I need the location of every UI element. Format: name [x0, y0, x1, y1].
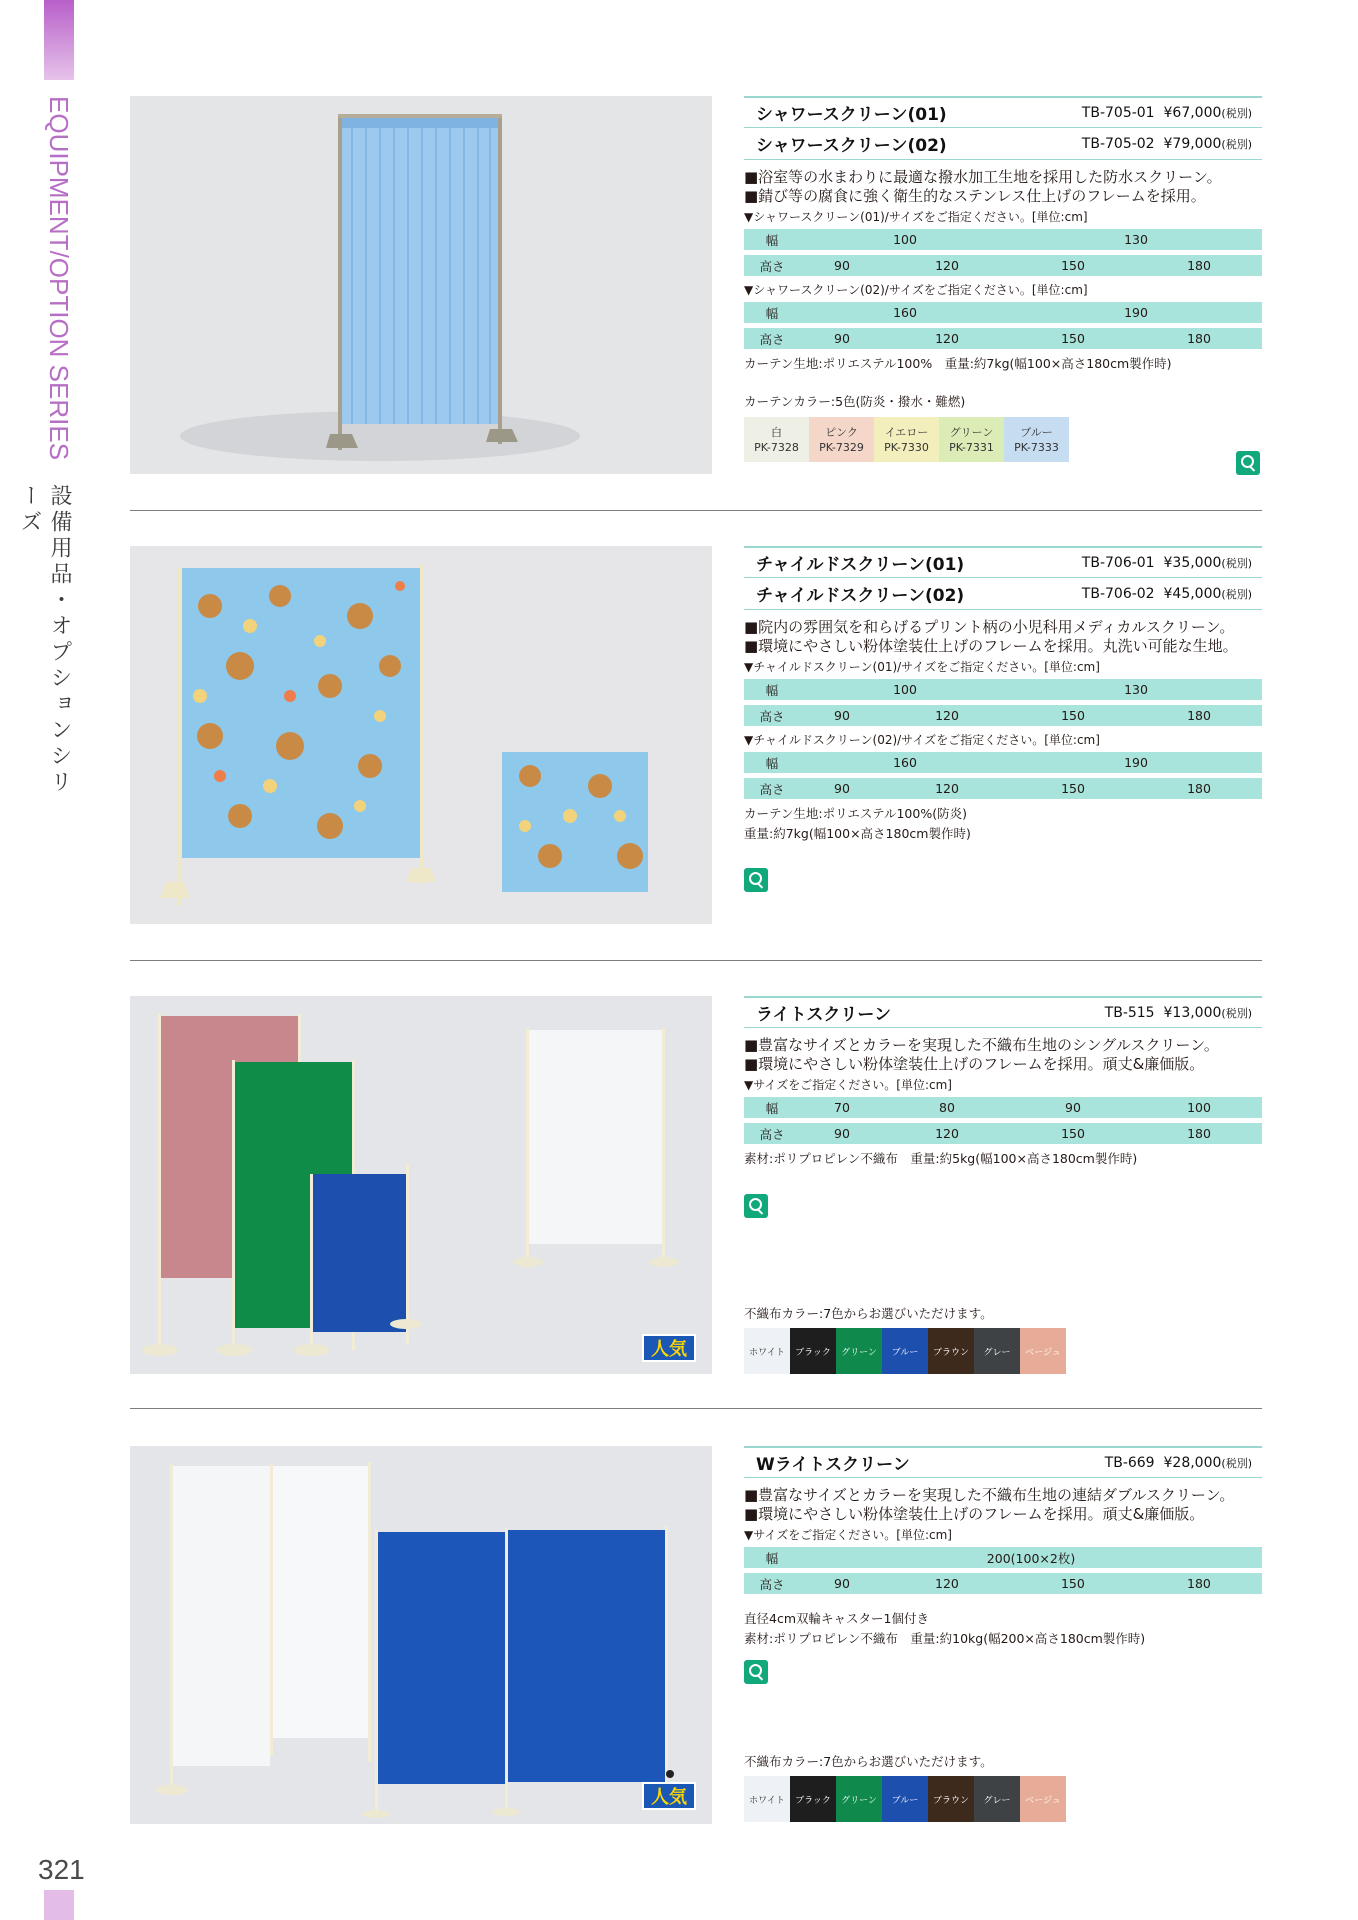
product-title-row — [744, 578, 1262, 610]
size-note: ▼サイズをご指定ください。[単位:cm] — [744, 1078, 952, 1092]
search-icon[interactable] — [744, 1660, 768, 1684]
product-code-price: TB-706-02 ¥45,000(税別) — [1081, 585, 1252, 602]
product-title-row — [744, 128, 1262, 160]
product-title-row — [744, 546, 1262, 578]
product-code-price: TB-669 ¥28,000(税別) — [1104, 1454, 1252, 1471]
product-name: シャワースクリーン(01) — [756, 105, 947, 125]
size-note: ▼シャワースクリーン(01)/サイズをご指定ください。[単位:cm] — [744, 210, 1088, 224]
child-screen-photo — [130, 546, 712, 924]
color-swatch: ホワイト — [744, 1328, 790, 1374]
light-screen-info — [744, 996, 1262, 1169]
w-light-screen-photo — [130, 1446, 712, 1824]
product-spec: 直径4cm双輪キャスター1個付き — [744, 1611, 929, 1626]
color-swatch: ブルー PK-7333 — [1004, 417, 1069, 462]
search-icon[interactable] — [744, 868, 768, 892]
product-spec: 素材:ポリプロピレン不織布 重量:約5kg(幅100×高さ180cm製作時) — [744, 1151, 1138, 1166]
color-swatch: ブルー — [882, 1776, 928, 1822]
size-note: ▼シャワースクリーン(02)/サイズをご指定ください。[単位:cm] — [744, 283, 1088, 297]
size-table: 幅 160 190 高さ 90 120 150 180 — [744, 297, 1262, 354]
color-swatch: ホワイト — [744, 1776, 790, 1822]
product-name: ライトスクリーン — [756, 1005, 891, 1025]
product-spec: 素材:ポリプロピレン不織布 重量:約10kg(幅200×高さ180cm製作時) — [744, 1631, 1146, 1646]
product-code-price: TB-705-01 ¥67,000(税別) — [1081, 104, 1252, 121]
color-swatch: ベージュ — [1020, 1328, 1066, 1374]
size-table: 幅 160 190 高さ 90 120 150 180 — [744, 747, 1262, 804]
section-divider — [130, 1408, 1262, 1409]
size-table: 幅 100 130 高さ 90 120 150 180 — [744, 674, 1262, 731]
color-note: 不織布カラー:7色からお選びいただけます。 — [744, 1306, 993, 1321]
color-swatch: ブラウン — [928, 1776, 974, 1822]
color-swatch: グリーン PK-7331 — [939, 417, 1004, 462]
color-note: 不織布カラー:7色からお選びいただけます。 — [744, 1754, 993, 1769]
color-swatch: ピンク PK-7329 — [809, 417, 874, 462]
size-table: 幅 70 80 90 100 高さ 90 120 150 180 — [744, 1092, 1262, 1149]
product-code-price: TB-515 ¥13,000(税別) — [1104, 1004, 1252, 1021]
product-title-row — [744, 996, 1262, 1028]
size-table: 幅 200(100×2枚) 高さ 90 120 150 180 — [744, 1542, 1262, 1599]
product-title-row — [744, 1446, 1262, 1478]
product-title-row — [744, 96, 1262, 128]
color-swatch: ブラック — [790, 1776, 836, 1822]
product-name: チャイルドスクリーン(01) — [756, 555, 965, 575]
light-screen-photo — [130, 996, 712, 1374]
product-description: ■浴室等の水まわりに最適な撥水加工生地を採用した防水スクリーン。 ■錆び等の腐食に強く衛生的なステンレス仕上げのフレームを採用。 — [744, 168, 1222, 205]
product-code-price: TB-706-01 ¥35,000(税別) — [1081, 554, 1252, 571]
product-description: ■院内の雰囲気を和らげるプリント柄の小児科用メディカルスクリーン。 ■環境にやさしい粉体塗装仕上げのフレームを採用。丸洗い可能な生地。 — [744, 618, 1238, 655]
popular-badge: 人気 — [642, 1782, 696, 1810]
product-description: ■豊富なサイズとカラーを実現した不織布生地のシングルスクリーン。 ■環境にやさしい粉体塗装仕上げのフレームを採用。頑丈&廉価版。 — [744, 1036, 1219, 1073]
section-divider — [130, 960, 1262, 961]
size-note: ▼チャイルドスクリーン(01)/サイズをご指定ください。[単位:cm] — [744, 660, 1100, 674]
page-number: 321 — [38, 1854, 85, 1885]
color-swatch: グレー — [974, 1328, 1020, 1374]
curtain-color-swatches — [744, 417, 1262, 462]
color-swatch: イエロー PK-7330 — [874, 417, 939, 462]
shower-screen-info — [744, 96, 1262, 462]
size-note: ▼サイズをご指定ください。[単位:cm] — [744, 1528, 952, 1542]
product-code-price: TB-705-02 ¥79,000(税別) — [1081, 135, 1252, 152]
child-screen-info — [744, 546, 1262, 844]
cloth-color-swatches — [744, 1328, 1066, 1374]
series-title-jp: 設備用品・オプションシリーズ — [17, 484, 72, 796]
color-swatch: グリーン — [836, 1776, 882, 1822]
color-swatch: ブラック — [790, 1328, 836, 1374]
search-icon[interactable] — [1236, 451, 1260, 475]
w-light-screen-info — [744, 1446, 1262, 1649]
product-name: チャイルドスクリーン(02) — [756, 586, 965, 606]
color-swatch: ベージュ — [1020, 1776, 1066, 1822]
cloth-color-swatches — [744, 1776, 1066, 1822]
color-swatch: ブラウン — [928, 1328, 974, 1374]
color-swatch: グリーン — [836, 1328, 882, 1374]
section-divider — [130, 510, 1262, 511]
search-icon[interactable] — [744, 1194, 768, 1218]
size-table: 幅 100 130 高さ 90 120 150 180 — [744, 224, 1262, 281]
popular-badge: 人気 — [642, 1334, 696, 1362]
product-spec: カーテン生地:ポリエステル100%(防炎) — [744, 806, 967, 821]
side-accent-bar — [44, 0, 74, 80]
product-spec: 重量:約7kg(幅100×高さ180cm製作時) — [744, 826, 971, 841]
shower-screen-photo — [130, 96, 712, 474]
series-title-en: EQUIPMENT/OPTION SERIES — [44, 96, 74, 461]
product-name: シャワースクリーン(02) — [756, 136, 947, 156]
size-note: ▼チャイルドスクリーン(02)/サイズをご指定ください。[単位:cm] — [744, 733, 1100, 747]
color-swatch: グレー — [974, 1776, 1020, 1822]
side-accent-bar-bottom — [44, 1890, 74, 1920]
product-description: ■豊富なサイズとカラーを実現した不織布生地の連結ダブルスクリーン。 ■環境にやさしい粉体塗装仕上げのフレームを採用。頑丈&廉価版。 — [744, 1486, 1235, 1523]
product-spec: カーテン生地:ポリエステル100% 重量:約7kg(幅100×高さ180cm製作時) — [744, 356, 1172, 371]
color-note: カーテンカラー:5色(防炎・撥水・難燃) — [744, 394, 966, 409]
color-swatch: 白 PK-7328 — [744, 417, 809, 462]
product-name: Wライトスクリーン — [756, 1455, 910, 1475]
color-swatch: ブルー — [882, 1328, 928, 1374]
